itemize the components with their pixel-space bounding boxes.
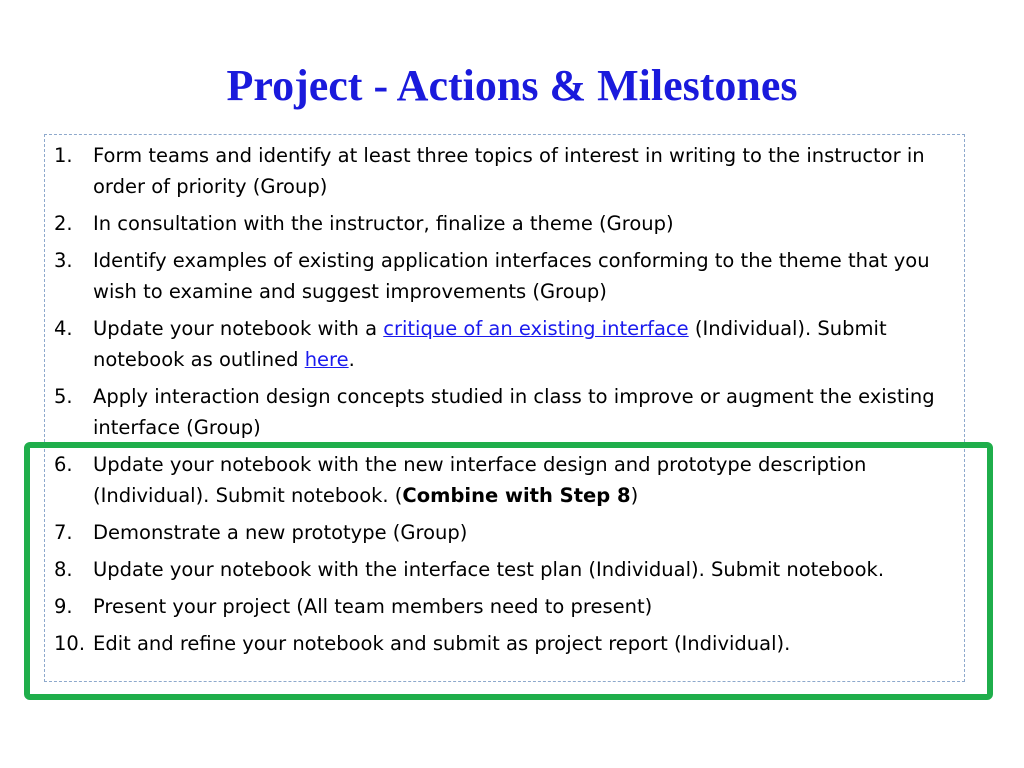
step-number: 4. (54, 317, 73, 340)
step-text: Present your project (All team members need to present) (93, 595, 653, 618)
step-text: Demonstrate a new prototype (Group) (93, 521, 468, 544)
step-text-before: Update your notebook with the new interface design and prototype description (Individual). Submit notebook. ( (93, 453, 867, 507)
step-number: 2. (54, 212, 73, 235)
step-number: 3. (54, 249, 73, 272)
step-number: 5. (54, 385, 73, 408)
list-item-step-10 (54, 628, 959, 659)
list-item-step-1 (54, 140, 959, 202)
list-item-step-2 (54, 208, 959, 239)
list-item-step-3 (54, 245, 959, 307)
list-item-step-9 (54, 591, 959, 622)
step-text-before: Update your notebook with a (93, 317, 384, 340)
step-text: Update your notebook with the interface test plan (Individual). Submit notebook. (93, 558, 885, 581)
step-number: 9. (54, 595, 73, 618)
step-number: 8. (54, 558, 73, 581)
step-number: 7. (54, 521, 73, 544)
step-text: Form teams and identify at least three topics of interest in writing to the instructor in order of priority (Group) (93, 144, 925, 198)
step-text: Apply interaction design concepts studied in class to improve or augment the existing interface (Group) (93, 385, 935, 439)
step-text-after: . (348, 348, 355, 371)
step-text: Edit and refine your notebook and submit as project report (Individual). (93, 632, 791, 655)
step-text-middle: (Individual). Submit notebook as outlined (93, 317, 887, 371)
step-text-after: ) (630, 484, 639, 507)
here-link[interactable]: here (304, 348, 349, 371)
step-number: 10. (54, 632, 86, 655)
steps-list (54, 140, 959, 665)
step-number: 6. (54, 453, 73, 476)
combine-note: Combine with Step 8 (402, 484, 631, 507)
list-item-step-5 (54, 381, 959, 443)
step-number: 1. (54, 144, 73, 167)
step-text: Identify examples of existing application interfaces conforming to the theme that you wish to examine and suggest improvements (Group) (93, 249, 930, 303)
step-text: In consultation with the instructor, finalize a theme (Group) (93, 212, 674, 235)
slide-title: Project - Actions & Milestones (226, 61, 798, 110)
critique-link[interactable]: critique of an existing interface (383, 317, 689, 340)
list-item-step-6 (54, 449, 959, 511)
list-item-step-7 (54, 517, 959, 548)
list-item-step-8 (54, 554, 959, 585)
list-item-step-4 (54, 313, 959, 375)
